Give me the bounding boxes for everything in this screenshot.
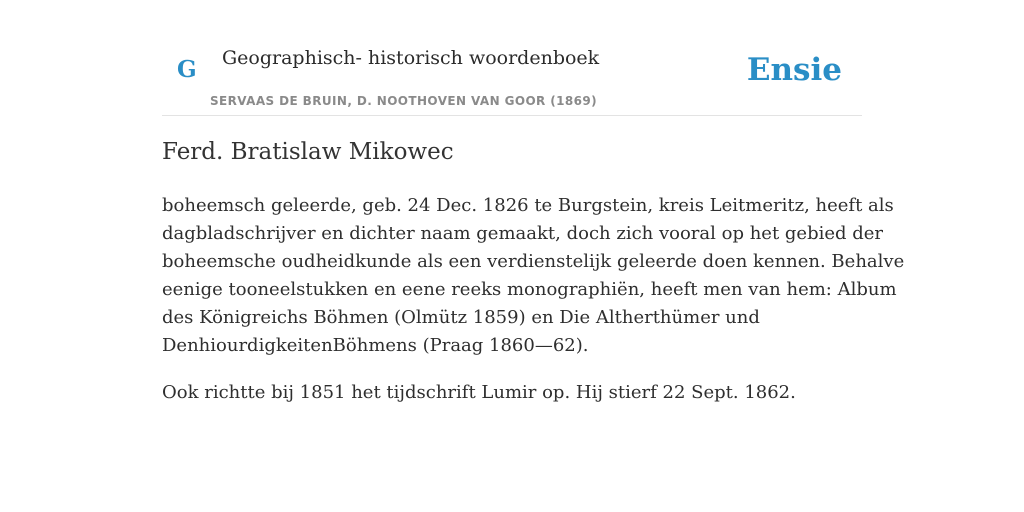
paragraph-line: boheemsch geleerde, geb. 24 Dec. 1826 te Burgstein, kreis Leitmeritz, heeft als <box>162 195 894 216</box>
entry-paragraph <box>162 379 862 407</box>
paragraph-line: boheemsche oudheidkunde als een verdienstelijk geleerde doen kennen. Behalve <box>162 251 905 272</box>
book-initial-link[interactable]: G <box>177 56 197 83</box>
book-title-link[interactable]: Geographisch- historisch woordenboek <box>222 47 600 69</box>
entry-body <box>162 192 905 426</box>
book-header <box>162 40 862 116</box>
paragraph-line: DenhiourdigkeitenBöhmens (Praag 1860—62). <box>162 335 589 356</box>
paragraph-line: dagbladschrijver en dichter naam gemaakt, doch zich vooral op het gebied der <box>162 223 884 244</box>
entry-paragraph <box>162 192 905 360</box>
paragraph-line: des Königreichs Böhmen (Olmütz 1859) en Die Altherthümer und <box>162 307 760 328</box>
paragraph-line: eenige tooneelstukken en eene reeks monographiën, heeft men van hem: Album <box>162 279 897 300</box>
book-author: SERVAAS DE BRUIN, D. NOOTHOVEN VAN GOOR (1869) <box>210 94 598 108</box>
entry-title: Ferd. Bratislaw Mikowec <box>162 139 454 165</box>
paragraph-line: Ook richtte bij 1851 het tijdschrift Lumir op. Hij stierf 22 Sept. 1862. <box>162 382 796 403</box>
ensie-logo-link[interactable]: Ensie <box>746 52 842 88</box>
